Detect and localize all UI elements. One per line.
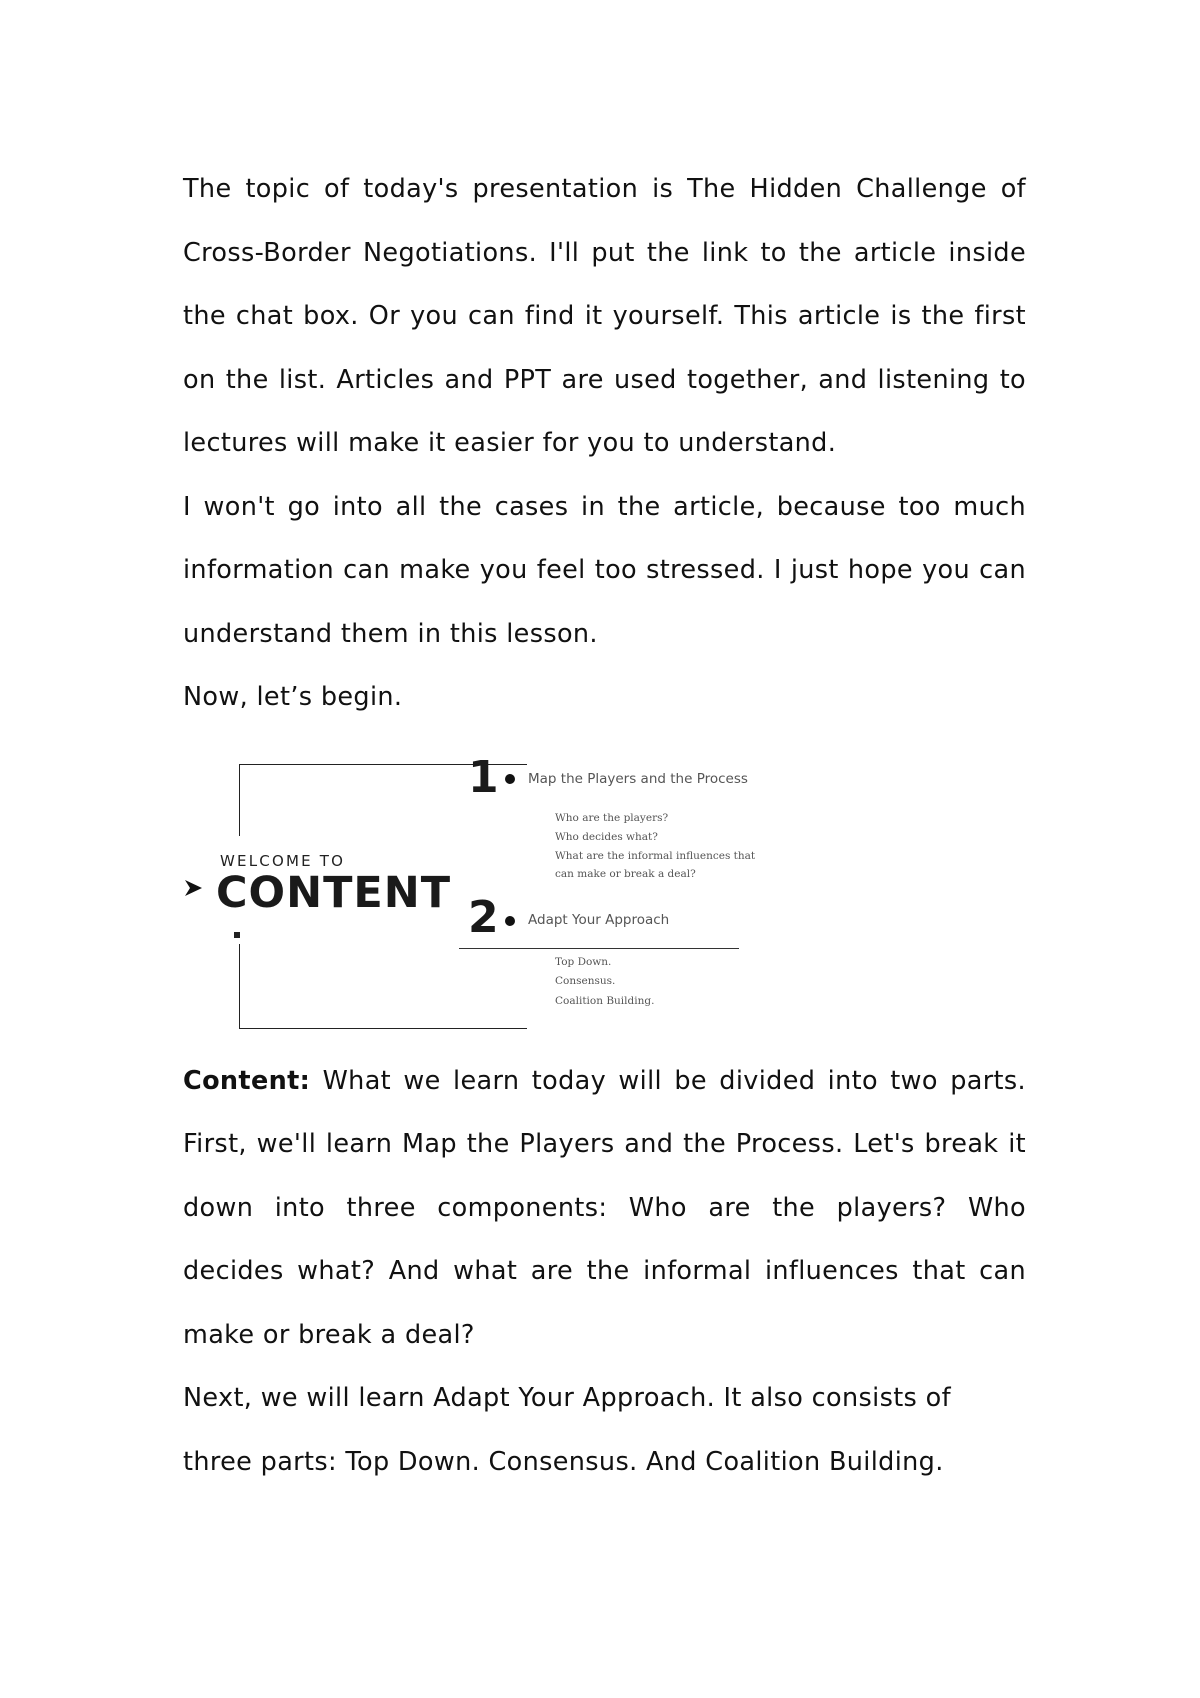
intro-paragraph-1: The topic of today's presentation is The Hidden Challenge of Cross-Border Negotiations. I'll put the link to the article inside the chat box. Or you can find it yourself. This article is the first on the list. Articles and PPT are used together, and listening to lectures will make it easier for you to understand. bbox=[183, 174, 1026, 458]
content-paragraph-2: Next, we will learn Adapt Your Approach. It also consists of three parts: Top Down. Consensus. And Coalition Building. bbox=[183, 1383, 951, 1477]
section-2-item: Consensus. bbox=[555, 974, 616, 987]
section-2-dot-icon bbox=[505, 916, 515, 926]
play-arrow-icon bbox=[183, 878, 205, 898]
section-1-item: Who decides what? bbox=[555, 830, 658, 843]
section-1-number: 1 bbox=[468, 751, 499, 803]
decorative-square bbox=[234, 932, 240, 938]
content-label: Content: bbox=[183, 1065, 311, 1096]
section-2-title: Adapt Your Approach bbox=[528, 911, 670, 928]
slide-title: CONTENT bbox=[216, 867, 452, 918]
section-1-title: Map the Players and the Process bbox=[528, 770, 748, 787]
intro-paragraph-2: I won't go into all the cases in the article, because too much information can make you feel too stressed. I just hope you can understand them in this lesson. bbox=[183, 491, 1026, 649]
intro-paragraph-3: Now, let’s begin. bbox=[183, 682, 403, 712]
section-2-item: Coalition Building. bbox=[555, 994, 655, 1007]
slide-welcome-text: WELCOME TO bbox=[220, 851, 346, 870]
document-page bbox=[183, 158, 1026, 1494]
section-1-dot-icon bbox=[505, 774, 515, 784]
section-2-number: 2 bbox=[468, 891, 499, 943]
content-paragraph-1 bbox=[183, 1050, 1026, 1368]
content-text-1: What we learn today will be divided into two parts. First, we'll learn Map the Players and the Process. Let's break it down into three components: Who are the players? Who decides what? And what are the informal influences that can make or break a deal? bbox=[183, 1065, 1026, 1350]
section-divider bbox=[459, 948, 739, 949]
section-1-item: can make or break a deal? bbox=[555, 867, 696, 880]
section-2-item: Top Down. bbox=[555, 955, 612, 968]
content-slide-image bbox=[183, 744, 1026, 1044]
section-1-item: Who are the players? bbox=[555, 811, 669, 824]
section-1-item: What are the informal influences that bbox=[555, 849, 756, 862]
